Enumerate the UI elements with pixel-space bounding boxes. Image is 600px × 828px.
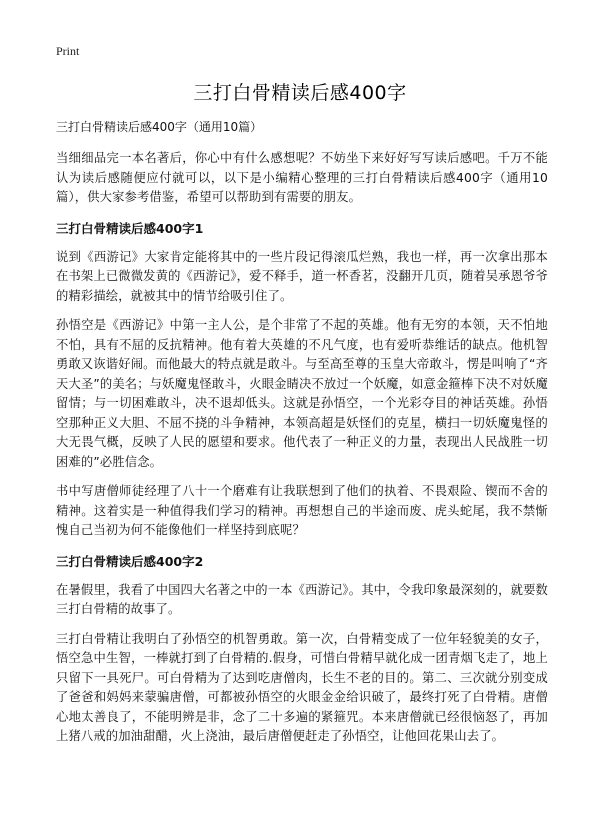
- article-subtitle: 三打白骨精读后感400字（通用10篇）: [56, 120, 263, 134]
- section-1-paragraph-3: 书中写唐僧师徒经理了八十一个磨难有让我联想到了他们的执着、不畏艰险、锲而不舍的精神。这着实是一种值得我们学习的精神。再想想自己的半途而废、虎头蛇尾，我不禁惭愧自己当初为何不能像他们一样坚持到底呢？: [56, 484, 548, 537]
- section-2-paragraph-2: 三打白骨精让我明白了孙悟空的机智勇敢。第一次，白骨精变成了一位年轻貌美的女子，悟空急中生智，一棒就打到了白骨精的.假身，可惜白骨精早就化成一团青烟飞走了，地上只留下一具死尸。可白骨精为了达到吃唐僧肉，长生不老的目的。第二、三次就分别变成了爸爸和妈妈来蒙骗唐僧，可都被孙悟空的火眼金金给识破了，最终打死了白骨精。唐僧心地太善良了，不能明辨是非，念了二十多遍的紧箍咒。本来唐僧就已经很恼怒了，再加上猪八戒的加油甜醋，火上浇油，最后唐僧便赶走了孙悟空，让他回花果山去了。: [56, 631, 548, 743]
- section-2-paragraph-1: 在暑假里，我看了中国四大名著之中的一本《西游记》。其中，令我印象最深刻的，就要数三打白骨精的故事了。: [56, 582, 548, 616]
- intro-paragraph: 当细细品完一本名著后，你心中有什么感想呢？不妨坐下来好好写写读后感吧。千万不能认为读后感随便应付就可以，以下是小编精心整理的三打白骨精读后感400字（通用10篇），供大家参考借鉴，希望可以帮助到有需要的朋友。: [56, 151, 548, 204]
- page-title: 三打白骨精读后感400字: [193, 82, 407, 104]
- section-1-paragraph-2: 孙悟空是《西游记》中第一主人公，是个非常了不起的英雄。他有无穷的本领，天不怕地不怕，具有不屈的反抗精神。他有着大英雄的不凡气度，也有爱听恭维话的缺点。他机智勇敢又诙谐好闹。而他最大的特点就是敢斗。与至高至尊的玉皇大帝敢斗，愣是叫响了“齐天大圣”的美名；与妖魔鬼怪敢斗，火眼金睛决不放过一个妖魔，如意金箍棒下决不对妖魔留情；与一切困难敢斗，决不退却低头。这就是孙悟空，一个光彩夺目的神话英雄。孙悟空那种正义大胆、不屈不挠的斗争精神，本领高超是妖怪们的克星，横扫一切妖魔鬼怪的大无畏气概，反映了人民的愿望和要求。他代表了一种正义的力量，表现出人民战胜一切困难的”必胜信念。: [56, 318, 548, 469]
- article-body: [56, 118, 548, 757]
- section-heading-1: 三打白骨精读后感400字1: [56, 220, 204, 236]
- section-1-paragraph-1: 说到《西游记》大家肯定能将其中的一些片段记得滚瓜烂熟，我也一样，再一次拿出那本在书架上已微微发黄的《西游记》，爱不释手，道一杯香茗，没翻开几页，随着吴承恩爷爷的精彩描绘，就被其中的情节给吸引住了。: [56, 249, 548, 303]
- section-heading-2: 三打白骨精读后感400字2: [56, 553, 204, 569]
- print-link[interactable]: Print: [56, 44, 80, 58]
